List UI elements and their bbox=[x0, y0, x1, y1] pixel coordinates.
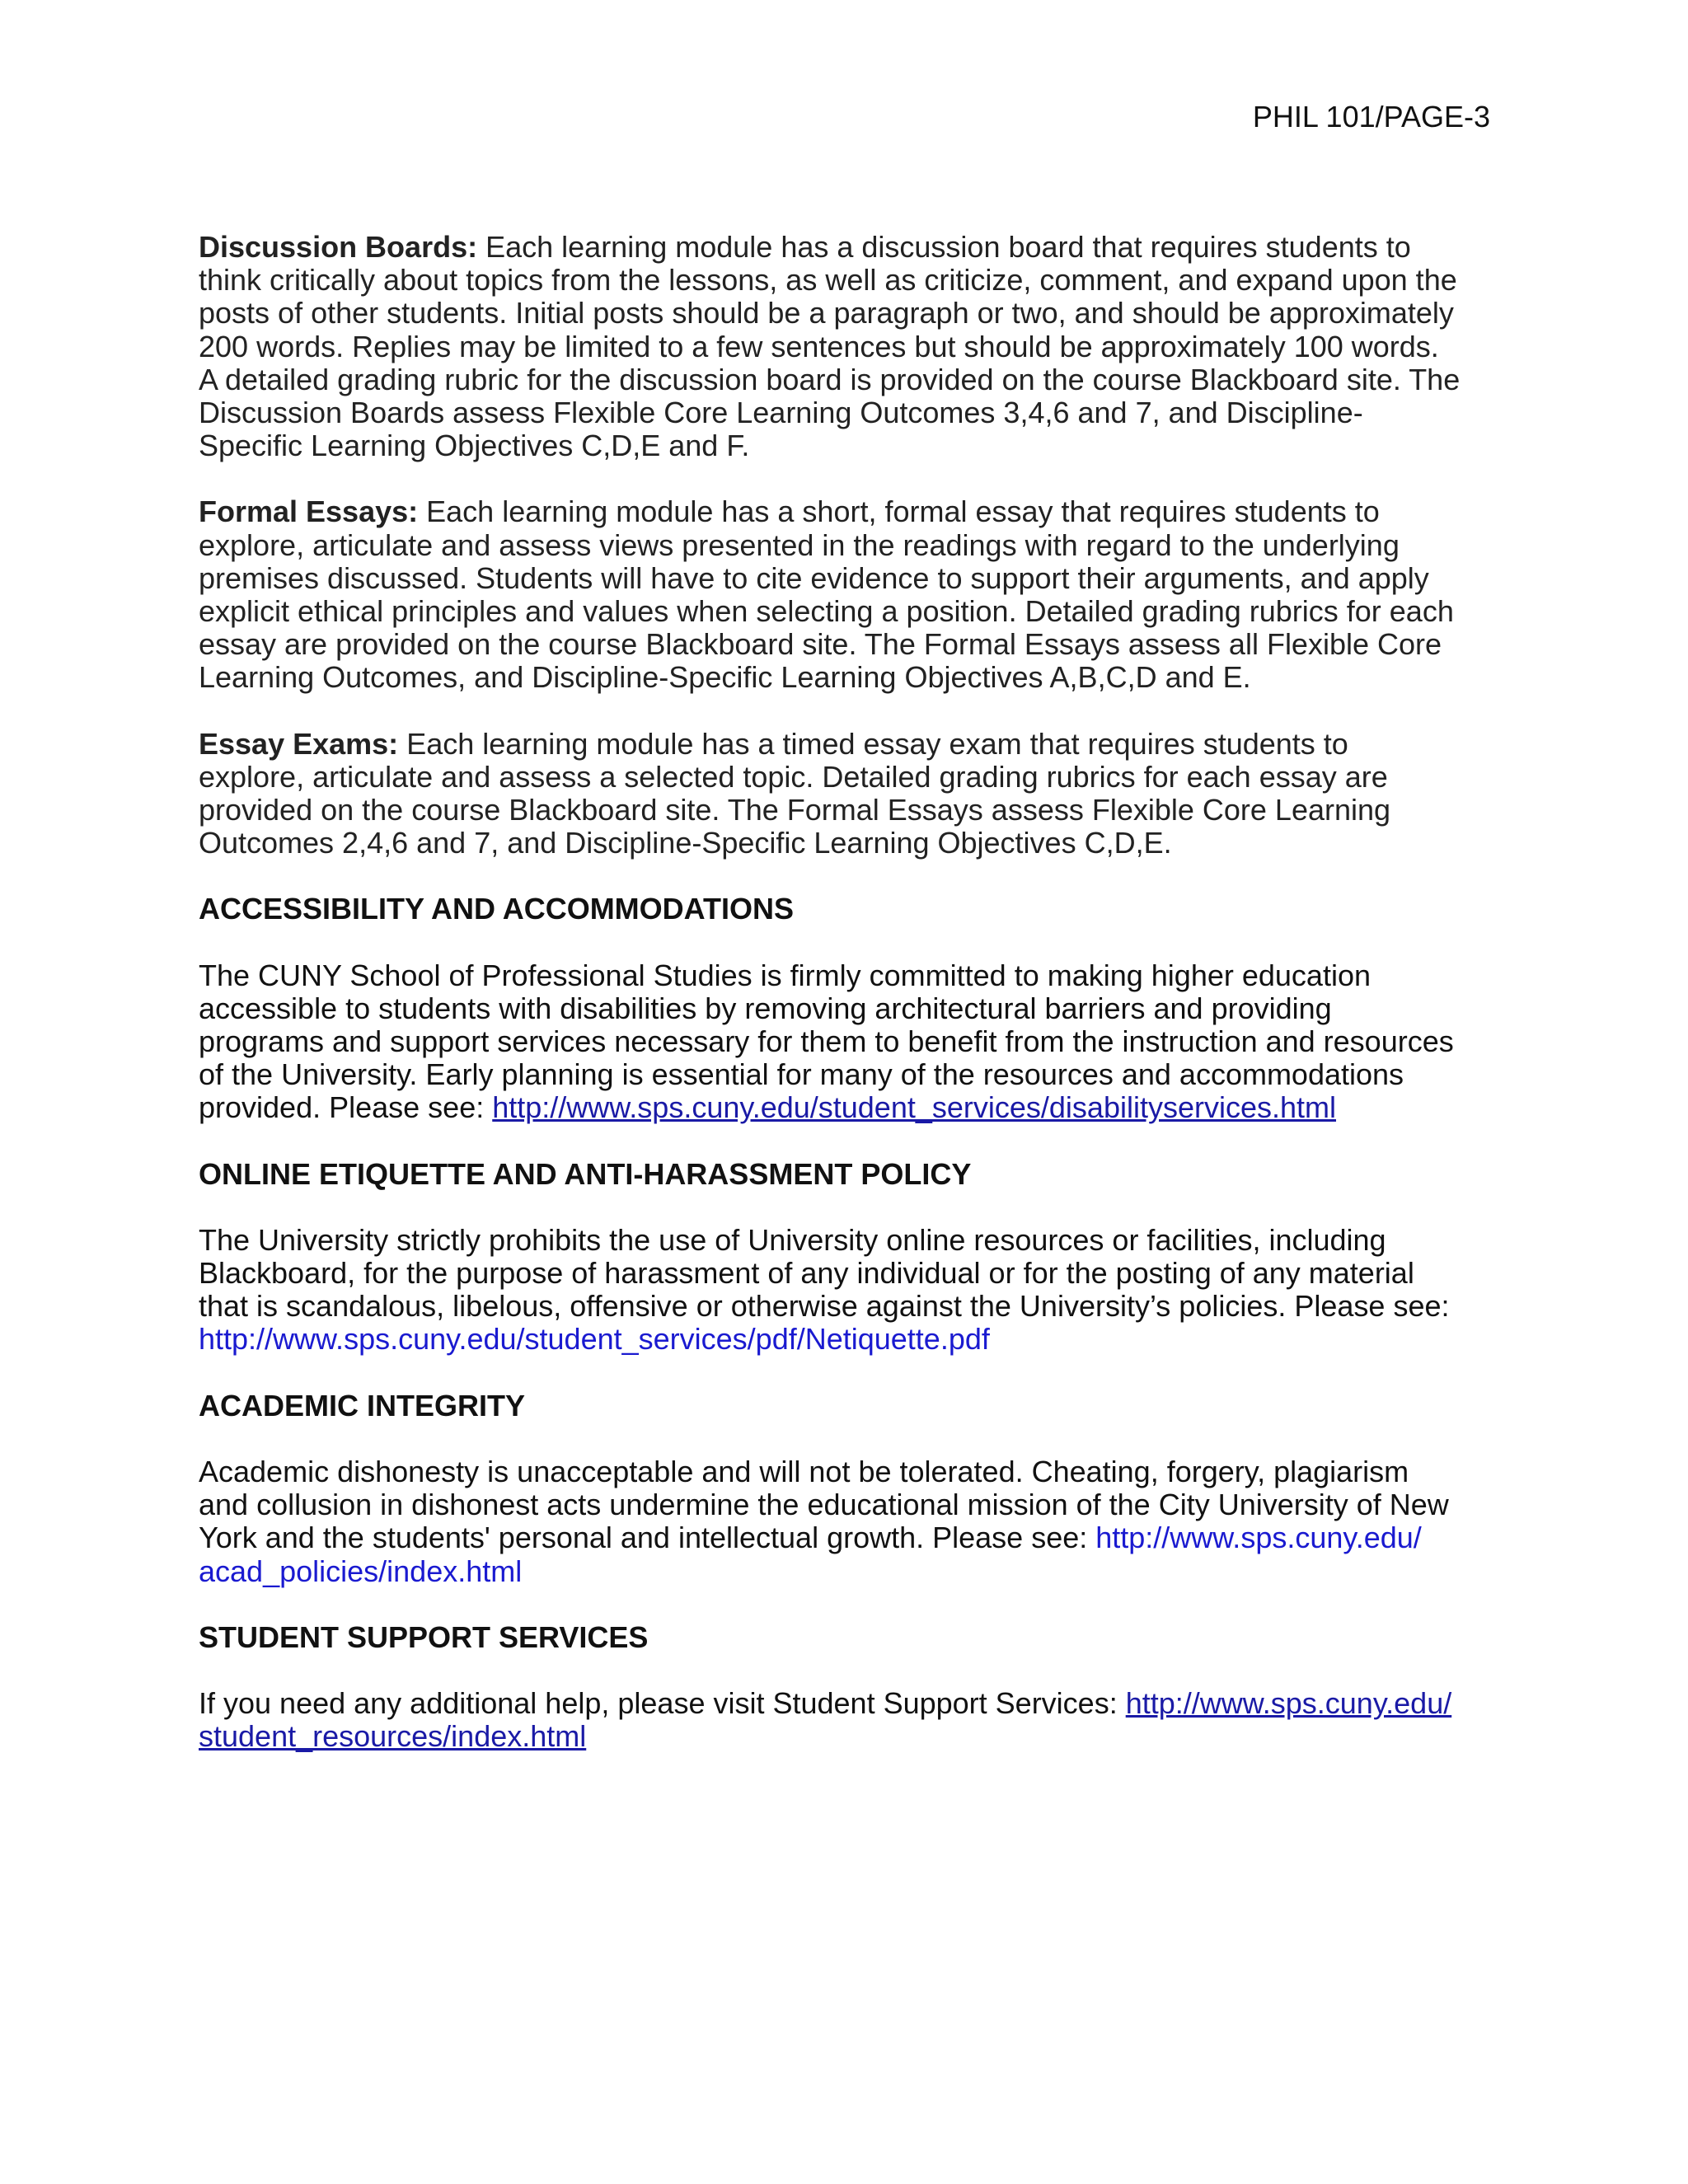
etiquette-line: Blackboard, for the purpose of harassment of any individual or for the posting of any material bbox=[199, 1256, 1414, 1291]
formal-essays-line: essay are provided on the course Blackboard site. The Formal Essays assess all Flexible Core bbox=[199, 627, 1442, 662]
page-header: PHIL 101/PAGE-3 bbox=[1252, 100, 1490, 134]
discussion-boards-line: posts of other students. Initial posts should be a paragraph or two, and should be approximately bbox=[199, 296, 1454, 330]
academic-policies-link[interactable]: http://www.sps.cuny.edu/ bbox=[1095, 1521, 1422, 1555]
essay-exams-paragraph bbox=[199, 728, 1497, 860]
etiquette-heading: ONLINE ETIQUETTE AND ANTI-HARASSMENT POLICY bbox=[199, 1156, 972, 1191]
discussion-boards-line: Specific Learning Objectives C,D,E and F. bbox=[199, 429, 750, 463]
support-line: If you need any additional help, please visit Student Support Services: bbox=[199, 1685, 1126, 1720]
accessibility-line: provided. Please see: bbox=[199, 1090, 493, 1125]
formal-essays-line: Each learning module has a short, formal essay that requires students to bbox=[418, 494, 1380, 529]
student-resources-link-continued[interactable]: student_resources/index.html bbox=[199, 1719, 587, 1754]
etiquette-line: that is scandalous, libelous, offensive or otherwise against the University’s policies. Please see: bbox=[199, 1289, 1450, 1324]
accessibility-line: programs and support services necessary for them to benefit from the instruction and resources bbox=[199, 1024, 1454, 1059]
document-body bbox=[199, 231, 1497, 1786]
accessibility-line: accessible to students with disabilities by removing architectural barriers and providing bbox=[199, 991, 1332, 1025]
discussion-boards-line: think critically about topics from the lessons, as well as criticize, comment, and expand upon the bbox=[199, 263, 1457, 298]
formal-essays-line: explicit ethical principles and values when selecting a position. Detailed grading rubrics for each bbox=[199, 594, 1454, 629]
disability-services-link[interactable]: http://www.sps.cuny.edu/student_services/disabilityservices.html bbox=[492, 1090, 1337, 1125]
etiquette-paragraph bbox=[199, 1224, 1497, 1357]
netiquette-link[interactable]: http://www.sps.cuny.edu/student_services/pdf/Netiquette.pdf bbox=[199, 1322, 990, 1357]
formal-essays-line: explore, articulate and assess views presented in the readings with regard to the underlying bbox=[199, 527, 1400, 562]
integrity-line: Academic dishonesty is unacceptable and will not be tolerated. Cheating, forgery, plagiarism bbox=[199, 1454, 1409, 1488]
discussion-boards-line: A detailed grading rubric for the discussion board is provided on the course Blackboard site. The bbox=[199, 362, 1461, 396]
integrity-line: York and the students' personal and intellectual growth. Please see: bbox=[199, 1521, 1096, 1555]
essay-exams-lead: Essay Exams: bbox=[199, 726, 399, 761]
formal-essays-paragraph bbox=[199, 495, 1497, 694]
integrity-heading: ACADEMIC INTEGRITY bbox=[199, 1388, 525, 1422]
discussion-boards-line: Discussion Boards assess Flexible Core Learning Outcomes 3,4,6 and 7, and Discipline- bbox=[199, 396, 1363, 430]
accessibility-line: The CUNY School of Professional Studies is firmly committed to making higher education bbox=[199, 958, 1371, 992]
formal-essays-lead: Formal Essays: bbox=[199, 494, 419, 529]
etiquette-line: The University strictly prohibits the use of University online resources or facilities, including bbox=[199, 1222, 1386, 1257]
essay-exams-line: Outcomes 2,4,6 and 7, and Discipline-Specific Learning Objectives C,D,E. bbox=[199, 826, 1172, 860]
formal-essays-line: Learning Outcomes, and Discipline-Specific Learning Objectives A,B,C,D and E. bbox=[199, 660, 1251, 695]
formal-essays-line: premises discussed. Students will have to cite evidence to support their arguments, and apply bbox=[199, 560, 1429, 595]
student-resources-link[interactable]: http://www.sps.cuny.edu/ bbox=[1125, 1685, 1452, 1720]
accessibility-heading: ACCESSIBILITY AND ACCOMMODATIONS bbox=[199, 892, 795, 926]
discussion-boards-line: Each learning module has a discussion board that requires students to bbox=[477, 230, 1411, 264]
discussion-boards-lead: Discussion Boards: bbox=[199, 230, 478, 264]
essay-exams-line: provided on the course Blackboard site. The Formal Essays assess Flexible Core Learning bbox=[199, 793, 1391, 827]
essay-exams-line: Each learning module has a timed essay exam that requires students to bbox=[398, 726, 1348, 761]
accessibility-paragraph bbox=[199, 959, 1497, 1125]
essay-exams-line: explore, articulate and assess a selected topic. Detailed grading rubrics for each essay are bbox=[199, 759, 1388, 794]
accessibility-line: of the University. Early planning is essential for many of the resources and accommodations bbox=[199, 1057, 1404, 1092]
integrity-paragraph bbox=[199, 1455, 1497, 1588]
discussion-boards-paragraph bbox=[199, 231, 1497, 462]
discussion-boards-line: 200 words. Replies may be limited to a few sentences but should be approximately 100 words. bbox=[199, 329, 1439, 363]
support-paragraph bbox=[199, 1687, 1497, 1753]
academic-policies-link-continued[interactable]: acad_policies/index.html bbox=[199, 1554, 523, 1588]
support-heading: STUDENT SUPPORT SERVICES bbox=[199, 1619, 649, 1654]
integrity-line: and collusion in dishonest acts undermine the educational mission of the City University of New bbox=[199, 1488, 1449, 1522]
